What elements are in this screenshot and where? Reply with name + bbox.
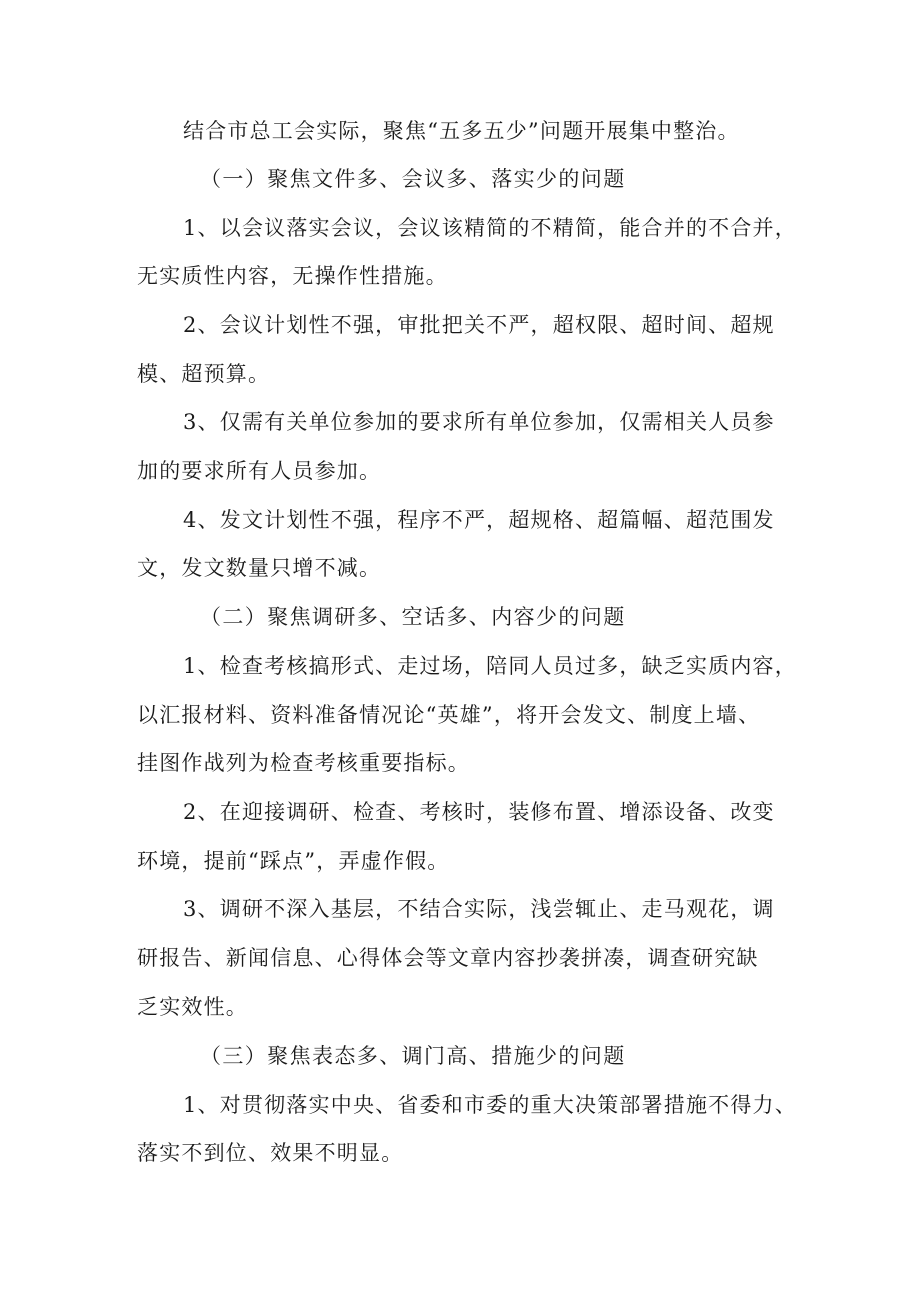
section-1-heading: （一）聚焦文件多、会议多、落实少的问题 bbox=[200, 167, 626, 191]
section-2-heading: （二）聚焦调研多、空话多、内容少的问题 bbox=[200, 605, 626, 629]
section-1-item-1-line-2: 无实质性内容，无操作性措施。 bbox=[137, 264, 448, 288]
section-2-item-3-line-3: 乏实效性。 bbox=[137, 995, 248, 1019]
section-1-item-4-line-2: 文，发文数量只增不减。 bbox=[137, 556, 382, 580]
section-2-item-1-line-3: 挂图作战列为检查考核重要指标。 bbox=[137, 751, 470, 775]
section-2-item-1-line-1: 1、检查考核搞形式、走过场，陪同人员过多，缺乏实质内容， bbox=[183, 654, 797, 678]
section-3-item-1-line-1: 1、对贯彻落实中央、省委和市委的重大决策部署措施不得力、 bbox=[183, 1093, 797, 1117]
section-3-heading: （三）聚焦表态多、调门高、措施少的问题 bbox=[200, 1044, 626, 1068]
section-3-item-1-line-2: 落实不到位、效果不明显。 bbox=[137, 1141, 404, 1165]
section-1-item-2-line-1: 2、会议计划性不强，审批把关不严，超权限、超时间、超规 bbox=[183, 313, 775, 337]
section-2-item-3-line-1: 3、调研不深入基层，不结合实际，浅尝辄止、走马观花，调 bbox=[183, 897, 775, 921]
section-2-item-2-line-2: 环境，提前“踩点”，弄虚作假。 bbox=[137, 849, 450, 873]
section-2-item-2-line-1: 2、在迎接调研、检查、考核时，装修布置、增添设备、改变 bbox=[183, 800, 775, 824]
section-1-item-3-line-2: 加的要求所有人员参加。 bbox=[137, 459, 382, 483]
section-1-item-1-line-1: 1、以会议落实会议，会议该精简的不精简，能合并的不合并， bbox=[183, 216, 797, 240]
section-1-item-3-line-1: 3、仅需有关单位参加的要求所有单位参加，仅需相关人员参 bbox=[183, 410, 775, 434]
section-1-item-2-line-2: 模、超预算。 bbox=[137, 362, 271, 386]
intro-paragraph: 结合市总工会实际，聚焦“五多五少”问题开展集中整治。 bbox=[183, 119, 740, 143]
section-1-item-4-line-1: 4、发文计划性不强，程序不严，超规格、超篇幅、超范围发 bbox=[183, 508, 775, 532]
section-2-item-3-line-2: 研报告、新闻信息、心得体会等文章内容抄袭拼凑，调查研究缺 bbox=[137, 946, 759, 970]
section-2-item-1-line-2: 以汇报材料、资料准备情况论“英雄”，将开会发文、制度上墙、 bbox=[137, 703, 761, 727]
